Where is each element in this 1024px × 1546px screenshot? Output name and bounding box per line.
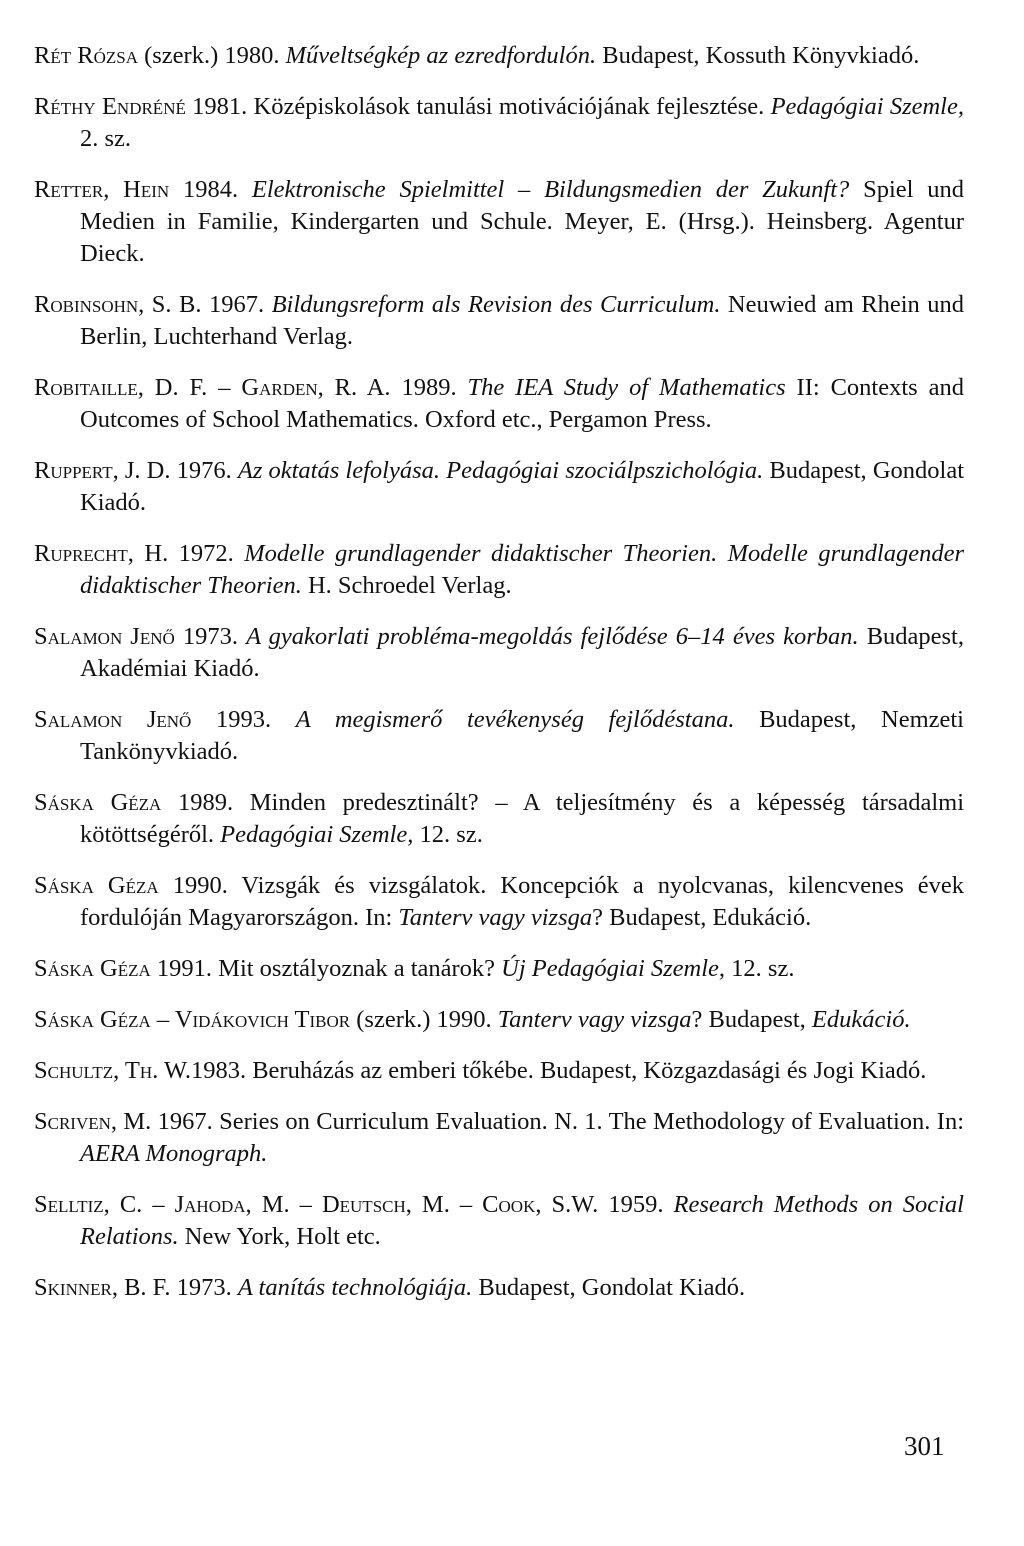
reference-entry	[34, 1189, 964, 1253]
reference-text: Budapest, Nemzeti Tankönyvkiadó.	[80, 706, 964, 765]
reference-title: AERA Monograph.	[80, 1140, 268, 1167]
reference-text: 12. sz.	[725, 955, 795, 982]
reference-entry	[34, 372, 964, 436]
reference-text: 1983. Beruházás az emberi tőkébe. Budapest, Közgazdasági és Jogi Kiadó.	[190, 1057, 927, 1084]
reference-author: Ruppert, J. D.	[34, 457, 171, 484]
reference-entry	[34, 455, 964, 519]
reference-list	[34, 40, 964, 1304]
reference-author: Sáska Géza	[34, 789, 162, 816]
reference-text: 1976.	[170, 457, 238, 484]
reference-author: Réthy Endréné	[34, 93, 186, 120]
bibliography-page	[34, 40, 964, 1323]
reference-author: Rét Rózsa	[34, 42, 138, 69]
reference-entry	[34, 1004, 964, 1036]
reference-title: Modelle grundlagender didaktischer Theorien. Modelle grundlagender didaktischer Theorien.	[80, 540, 964, 599]
reference-author: Sáska Géza – Vidákovich Tibor	[34, 1006, 351, 1033]
reference-title: Bildungsreform als Revision des Curriculum.	[271, 291, 721, 318]
reference-author: Scriven, M.	[34, 1108, 152, 1135]
reference-author: Schultz, Th. W.	[34, 1057, 191, 1084]
reference-text: 1984.	[169, 176, 252, 203]
reference-title: Pedagógiai Szemle,	[220, 821, 414, 848]
reference-entry	[34, 289, 964, 353]
reference-text: Spiel und Medien in Familie, Kindergarten und Schule. Meyer, E. (Hrsg.). Heinsberg. Agentur Dieck.	[80, 176, 964, 267]
reference-title: Pedagógiai Szemle,	[770, 93, 964, 120]
reference-text: 1993.	[191, 706, 296, 733]
reference-text: (szerk.) 1980.	[137, 42, 286, 69]
reference-title: The IEA Study of Mathematics	[467, 374, 786, 401]
reference-text: 1967.	[201, 291, 272, 318]
reference-author: Sáska Géza	[34, 955, 151, 982]
reference-entry	[34, 953, 964, 985]
reference-text: 1959.	[598, 1191, 674, 1218]
reference-entry	[34, 91, 964, 155]
reference-author: Ruprecht, H.	[34, 540, 169, 567]
reference-text: 1990. Vizsgák és vizsgálatok. Koncepciók a nyolcvanas, kilencvenes évek fordulóján Magyarországon. In:	[80, 872, 964, 931]
page-number: 301	[904, 1431, 945, 1461]
reference-entry	[34, 1055, 964, 1087]
reference-text: Budapest, Akadémiai Kiadó.	[80, 623, 964, 682]
reference-author: Skinner, B. F.	[34, 1274, 171, 1301]
reference-title: Az oktatás lefolyása. Pedagógiai szociálpszichológia.	[237, 457, 764, 484]
reference-text: ? Budapest, Edukáció.	[592, 904, 812, 931]
reference-text: 1967. Series on Curriculum Evaluation. N. 1. The Methodology of Evaluation. In:	[151, 1108, 964, 1135]
reference-text: 1991. Mit osztályoznak a tanárok?	[150, 955, 502, 982]
reference-entry	[34, 1272, 964, 1304]
reference-text: Budapest, Gondolat Kiadó.	[472, 1274, 746, 1301]
reference-author: Robitaille, D. F. – Garden, R. A.	[34, 374, 391, 401]
reference-text: (szerk.) 1990.	[350, 1006, 498, 1033]
reference-title: Műveltségkép az ezredfordulón.	[285, 42, 597, 69]
reference-entry	[34, 704, 964, 768]
reference-title: Elektronische Spielmittel – Bildungsmedien der Zukunft?	[251, 176, 850, 203]
reference-text: H. Schroedel Verlag.	[301, 572, 512, 599]
reference-entry	[34, 174, 964, 270]
reference-author: Robinsohn, S. B.	[34, 291, 202, 318]
reference-title: Tanterv vagy vizsga	[398, 904, 593, 931]
reference-title: Tanterv vagy vizsga	[497, 1006, 692, 1033]
reference-text: 1973.	[170, 1274, 238, 1301]
reference-text: Budapest, Gondolat Kiadó.	[80, 457, 964, 516]
reference-title: A tanítás technológiája.	[237, 1274, 473, 1301]
reference-author: Salamon Jenő	[34, 706, 192, 733]
reference-author: Sáska Géza	[34, 872, 159, 899]
reference-entry	[34, 1106, 964, 1170]
reference-author: Retter, Hein	[34, 176, 170, 203]
reference-text: Budapest, Kossuth Könyvkiadó.	[596, 42, 920, 69]
reference-entry	[34, 538, 964, 602]
reference-text: II: Contexts and Outcomes of School Mathematics. Oxford etc., Pergamon Press.	[80, 374, 964, 433]
reference-text: Neuwied am Rhein und Berlin, Luchterhand Verlag.	[80, 291, 964, 350]
reference-title: Edukáció.	[811, 1006, 911, 1033]
reference-text: ? Budapest,	[691, 1006, 812, 1033]
reference-entry	[34, 787, 964, 851]
reference-text: 2. sz.	[80, 125, 132, 152]
reference-title: Research Methods on Social Relations.	[80, 1191, 964, 1250]
reference-title: A gyakorlati probléma-megoldás fejlődése 6–14 éves korban.	[246, 623, 859, 650]
reference-entry	[34, 40, 964, 72]
reference-text: 1981. Középiskolások tanulási motivációjának fejlesztése.	[185, 93, 771, 120]
reference-text: 1973.	[174, 623, 247, 650]
reference-text: 1989.	[390, 374, 468, 401]
reference-author: Salamon Jenő	[34, 623, 175, 650]
reference-entry	[34, 870, 964, 934]
reference-author: Selltiz, C. – Jahoda, M. – Deutsch, M. – Cook, S.W.	[34, 1191, 599, 1218]
reference-text: New York, Holt etc.	[178, 1223, 381, 1250]
reference-title: A megismerő tevékenység fejlődéstana.	[295, 706, 735, 733]
reference-entry	[34, 621, 964, 685]
reference-text: 12. sz.	[413, 821, 483, 848]
reference-text: 1972.	[168, 540, 245, 567]
reference-text: 1989. Minden predesztinált? – A teljesítmény és a képesség társadalmi kötöttségéről.	[80, 789, 964, 848]
reference-title: Új Pedagógiai Szemle,	[501, 955, 726, 982]
